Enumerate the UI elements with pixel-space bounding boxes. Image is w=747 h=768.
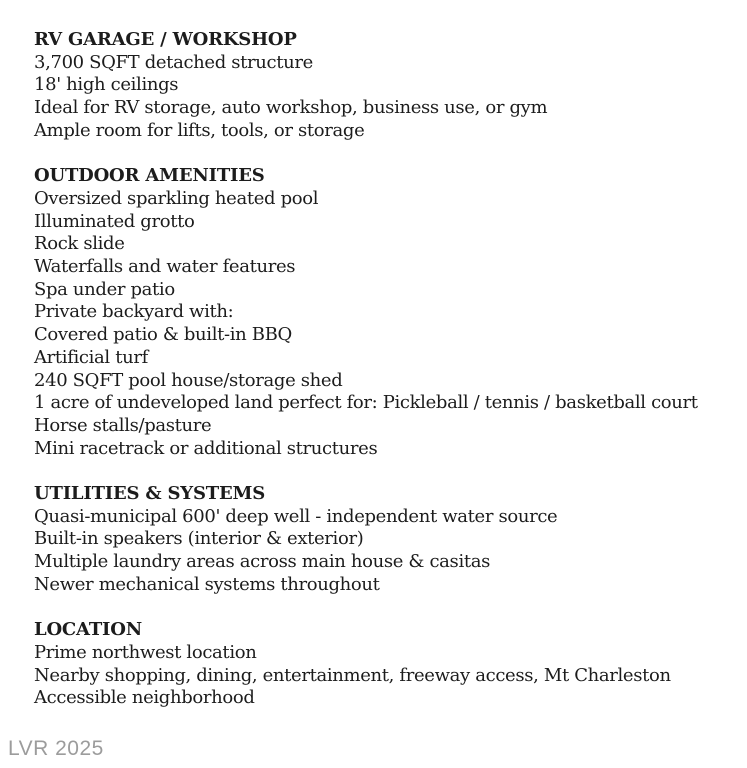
listing-section <box>34 29 747 143</box>
section-line: Accessible neighborhood <box>34 687 255 709</box>
section-heading: UTILITIES & SYSTEMS <box>34 483 265 505</box>
section-line: Artificial turf <box>34 346 148 368</box>
listing-body <box>34 29 747 710</box>
listing-section <box>34 165 747 460</box>
section-heading: RV GARAGE / WORKSHOP <box>34 29 297 50</box>
section-line: Ideal for RV storage, auto workshop, business use, or gym <box>34 97 548 119</box>
section-line: Ample room for lifts, tools, or storage <box>34 119 365 141</box>
listing-section <box>34 619 747 710</box>
section-line: Nearby shopping, dining, entertainment, freeway access, Mt Charleston <box>34 664 671 686</box>
section-line: 1 acre of undeveloped land perfect for: Pickleball / tennis / basketball court <box>34 392 698 414</box>
section-line: Covered patio & built-in BBQ <box>34 324 292 346</box>
watermark: LVR 2025 <box>8 737 104 760</box>
listing-section <box>34 483 747 597</box>
section-line: Quasi-municipal 600' deep well - independent water source <box>34 505 558 527</box>
section-line: Prime northwest location <box>34 641 257 663</box>
section-line: Illuminated grotto <box>34 210 195 232</box>
section-line: Built-in speakers (interior & exterior) <box>34 528 364 550</box>
section-line: Multiple laundry areas across main house & casitas <box>34 551 491 573</box>
section-line: 240 SQFT pool house/storage shed <box>34 369 343 391</box>
section-line: Waterfalls and water features <box>34 256 296 278</box>
section-line: Private backyard with: <box>34 301 234 323</box>
section-line: Spa under patio <box>34 278 175 300</box>
section-line: Horse stalls/pasture <box>34 414 212 436</box>
section-line: Oversized sparkling heated pool <box>34 187 319 209</box>
section-line: Newer mechanical systems throughout <box>34 573 380 595</box>
section-line: 3,700 SQFT detached structure <box>34 51 313 73</box>
section-line: Rock slide <box>34 233 125 255</box>
section-line: 18' high ceilings <box>34 74 179 96</box>
section-line: Mini racetrack or additional structures <box>34 437 378 459</box>
section-heading: LOCATION <box>34 619 142 641</box>
section-heading: OUTDOOR AMENITIES <box>34 165 265 187</box>
